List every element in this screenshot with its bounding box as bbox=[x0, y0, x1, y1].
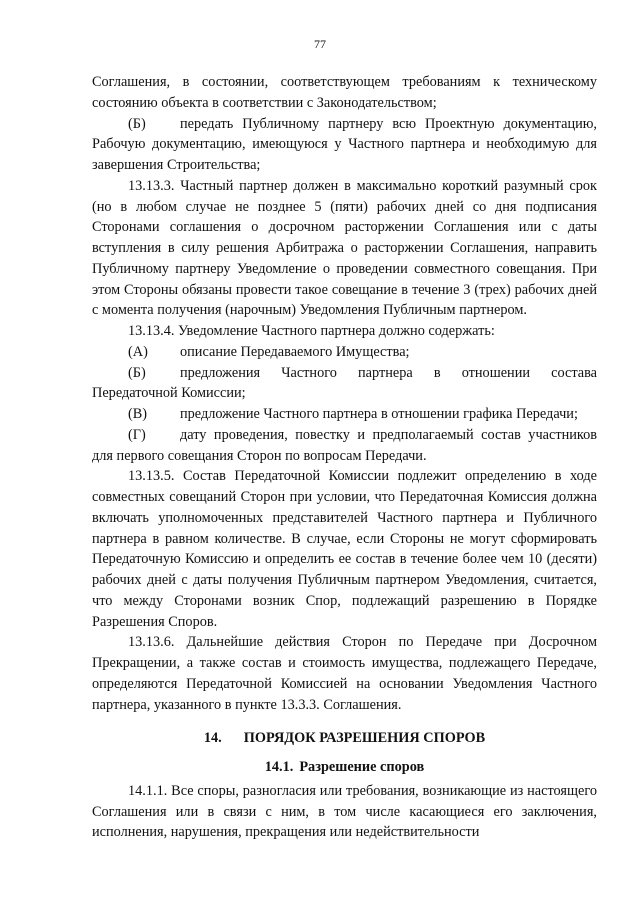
paragraph: 13.13.4. Уведомление Частного партнера должно содержать: bbox=[128, 323, 495, 339]
paragraph: 14.1.1. Все споры, разногласия или требования, возникающие из настоящего Соглашения или в связи с ним, в том числе касающиеся его заключения, исполнения, нарушения, прекращения или недействительности bbox=[92, 782, 597, 841]
subsection-number: 14.1. bbox=[264, 759, 294, 775]
list-item-text: дату проведения, повестку и предполагаемый состав участников для первого совещания Сторон по вопросам Передачи. bbox=[92, 426, 597, 464]
subsection-heading bbox=[92, 757, 597, 778]
list-item bbox=[92, 404, 597, 425]
list-item-text: предложения Частного партнера в отношении состава Передаточной Комиссии; bbox=[92, 364, 597, 402]
list-item-text: передать Публичному партнеру всю Проектную документацию, Рабочую документацию, имеющуюся у Частного партнера и необходимую для завершения Строительства; bbox=[92, 115, 597, 173]
subsection-title: Разрешение споров bbox=[299, 759, 425, 775]
paragraph: 13.13.3. Частный партнер должен в максимально короткий разумный срок (но в любом случае не позднее 5 (пяти) рабочих дней со дня подписания Сторонами соглашения о досрочном расторжении Соглашения или с даты вступления в силу решения Арбитража о расторжении Соглашения, направить Публичному партнеру Уведомление о проведении совместного совещания. При этом Стороны обязаны провести такое совещание в течение 3 (трех) рабочих дней с момента получения (нарочным) Уведомления Публичным партнером. bbox=[92, 177, 597, 319]
list-marker: (Б) bbox=[128, 115, 146, 132]
list-marker: (Б) bbox=[128, 364, 146, 381]
page-number: 77 bbox=[314, 37, 326, 51]
paragraph: 13.13.5. Состав Передаточной Комиссии подлежит определению в ходе совместных совещаний Сторон при условии, что Передаточная Комиссия должна включать уполномоченных представителей Частного партнера и Публичного партнера в равном количестве. В случае, если Стороны не могут сформировать Передаточную Комиссию и определить ее состав в течение более чем 10 (десяти) рабочих дней с даты получения Публичным партнером Уведомления, считается, что между Сторонами возник Спор, подлежащий разрешению в Порядке Разрешения Споров. bbox=[92, 468, 597, 630]
list-marker: (А) bbox=[128, 343, 148, 360]
paragraph: 13.13.6. Дальнейшие действия Сторон по Передаче при Досрочном Прекращении, а также состав и стоимость имущества, подлежащего Передаче, определяются Передаточной Комиссией на основании Уведомления Частного партнера, указанного в пункте 13.3.3. Соглашения. bbox=[92, 634, 597, 713]
list-item bbox=[92, 342, 597, 363]
list-item bbox=[92, 425, 597, 467]
list-marker: (В) bbox=[128, 406, 148, 422]
list-marker: (Г) bbox=[128, 426, 146, 443]
section-title: ПОРЯДОК РАЗРЕШЕНИЯ СПОРОВ bbox=[243, 730, 486, 747]
body-text bbox=[92, 72, 597, 843]
section-heading bbox=[92, 728, 597, 749]
paragraph: Соглашения, в состоянии, соответствующем требованиям к техническому состоянию объекта в соответствии с Законодательством; bbox=[92, 74, 597, 111]
list-item bbox=[92, 363, 597, 405]
section-number: 14. bbox=[203, 730, 222, 747]
list-item-text: описание Передаваемого Имущества; bbox=[180, 343, 410, 360]
list-item bbox=[92, 114, 597, 176]
list-item-text: предложение Частного партнера в отношении графика Передачи; bbox=[180, 406, 578, 422]
